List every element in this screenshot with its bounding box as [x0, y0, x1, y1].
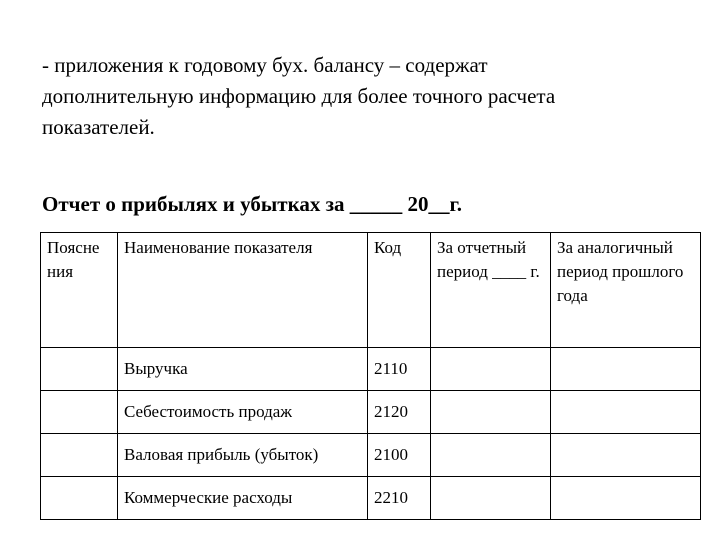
table-header-row: [41, 233, 701, 348]
income-statement-table: [40, 232, 701, 520]
cell-current: [431, 348, 551, 391]
header-indicator: Наименование показателя: [118, 233, 368, 348]
table-row: [41, 348, 701, 391]
cell-explanation: [41, 434, 118, 477]
cell-previous: [551, 348, 701, 391]
table-row: [41, 434, 701, 477]
cell-code: 2120: [368, 391, 431, 434]
header-explanations: Поясне ния: [41, 233, 118, 348]
cell-current: [431, 477, 551, 520]
header-previous-period: За аналогичный период прошлого года: [551, 233, 701, 348]
intro-line: показателей.: [42, 115, 155, 139]
intro-line: дополнительную информацию для более точного расчета: [42, 84, 556, 108]
header-current-period: За отчетный период ____ г.: [431, 233, 551, 348]
cell-indicator: Выручка: [118, 348, 368, 391]
cell-previous: [551, 477, 701, 520]
cell-current: [431, 434, 551, 477]
cell-current: [431, 391, 551, 434]
intro-paragraph: [42, 50, 692, 143]
cell-indicator: Валовая прибыль (убыток): [118, 434, 368, 477]
cell-code: 2100: [368, 434, 431, 477]
cell-explanation: [41, 348, 118, 391]
cell-code: 2210: [368, 477, 431, 520]
cell-previous: [551, 434, 701, 477]
cell-explanation: [41, 477, 118, 520]
intro-line: - приложения к годовому бух. балансу – содержат: [42, 53, 488, 77]
cell-previous: [551, 391, 701, 434]
header-code: Код: [368, 233, 431, 348]
cell-explanation: [41, 391, 118, 434]
cell-indicator: Коммерческие расходы: [118, 477, 368, 520]
table-row: [41, 391, 701, 434]
cell-indicator: Себестоимость продаж: [118, 391, 368, 434]
report-title: Отчет о прибылях и убытках за _____ 20__г.: [42, 192, 462, 216]
table-row: [41, 477, 701, 520]
cell-code: 2110: [368, 348, 431, 391]
